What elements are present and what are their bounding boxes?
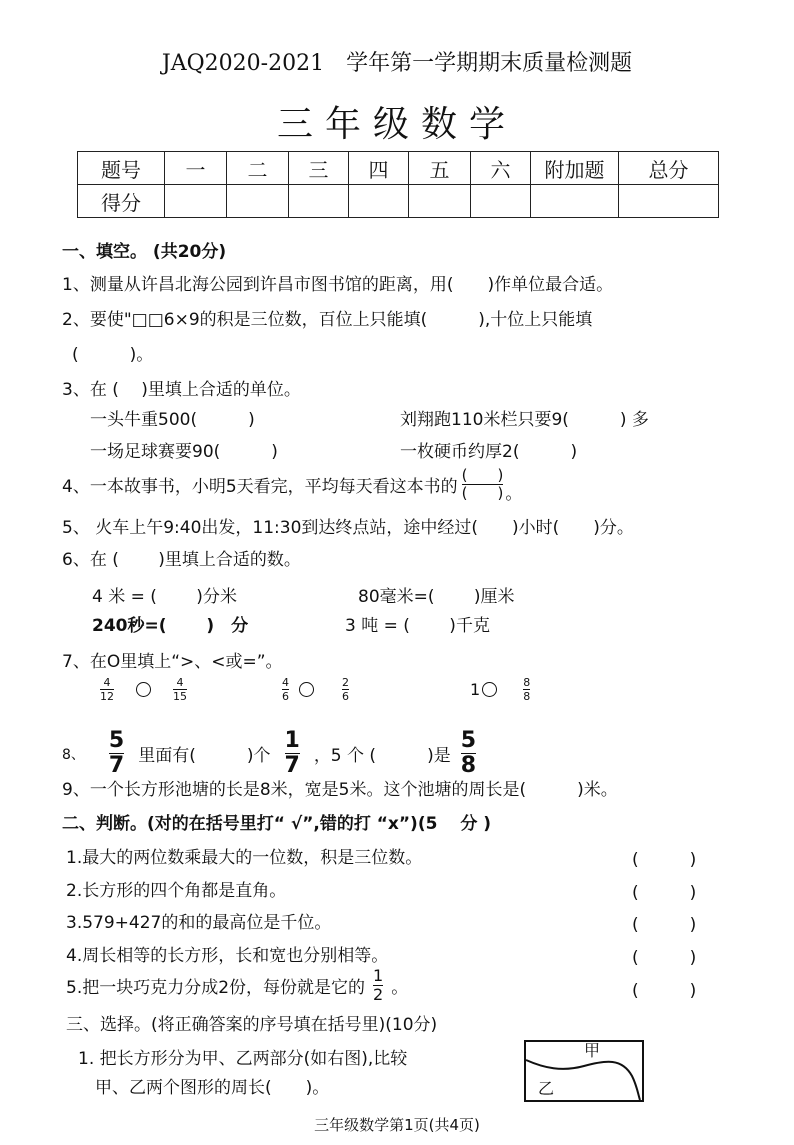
compare-circle-icon[interactable]	[136, 682, 151, 697]
table-cell: 得分	[78, 185, 165, 218]
question-1-2: 2、要使"□□6×9的积是三位数，百位上只能填( ),十位上只能填	[62, 310, 593, 330]
question-1-3a: 一头牛重500( )	[90, 410, 255, 430]
page-footer: 三年级数学第1页(共4页)	[314, 1116, 480, 1134]
fraction: $\frac{4}{15}$	[173, 676, 187, 703]
compare-circle-icon[interactable]	[299, 682, 314, 697]
compare-lead: 1	[470, 680, 481, 699]
fraction: $\frac{1}{7}$	[284, 728, 300, 778]
subject-title: 三年级数学	[276, 104, 517, 145]
figure-label-a: 甲	[584, 1041, 601, 1060]
judge-item-4: 4.周长相等的长方形，长和宽也分别相等。	[66, 946, 389, 966]
section3-heading: 三、选择。(将正确答案的序号填在括号里)(10分)	[66, 1015, 438, 1035]
rectangle-figure	[524, 1040, 646, 1104]
fraction: $\frac{1}{2}$	[373, 966, 384, 1004]
compare-item-3	[470, 677, 530, 702]
score-input-cell[interactable]	[409, 185, 471, 218]
score-input-cell[interactable]	[349, 185, 409, 218]
question-3-1-cont: 甲、乙两个图形的周长( )。	[95, 1078, 330, 1098]
fraction: $\frac{8}{8}$	[523, 676, 531, 703]
table-cell: 三	[289, 152, 349, 185]
question-1-9: 9、一个长方形池塘的长是8米，宽是5米。这个池塘的周长是( )米。	[62, 780, 618, 800]
question-end: 。	[505, 484, 523, 504]
question-text: ，5 个 ( )是	[313, 746, 451, 766]
fraction: $\frac{2}{6}$	[342, 676, 349, 703]
table-cell: 一	[165, 152, 227, 185]
table-cell: 二	[227, 152, 289, 185]
table-cell: 附加题	[531, 152, 619, 185]
judge-item-2: 2.长方形的四个角都是直角。	[66, 881, 287, 901]
fraction-denominator: ( )	[461, 484, 504, 502]
question-text: 里面有( )个	[138, 746, 271, 766]
question-1-3: 3、在 ( )里填上合适的单位。	[62, 380, 301, 400]
answer-blank[interactable]: ( )	[632, 981, 697, 1001]
judge-item-3: 3.579+427的和的最高位是千位。	[66, 913, 332, 933]
question-1-6: 6、在 ( )里填上合适的数。	[62, 550, 301, 570]
question-1-3d: 一枚硬币约厚2( )	[400, 442, 578, 462]
question-text: 4、一本故事书，小明5天看完，平均每天看这本书的	[62, 477, 458, 497]
question-1-6c: 240秒=( ) 分	[92, 616, 249, 636]
question-1-6b: 80毫米=( )厘米	[358, 587, 515, 607]
question-1-2-cont: ( )。	[72, 345, 154, 365]
question-1-3c: 一场足球赛要90( )	[90, 442, 278, 462]
fraction: $\frac{4}{12}$	[100, 676, 114, 703]
question-1-1: 1、测量从许昌北海公园到许昌市图书馆的距离，用( )作单位最合适。	[62, 275, 614, 295]
fraction-numerator: ( )	[461, 466, 504, 484]
figure-label-b: 乙	[538, 1079, 555, 1098]
judge-item-5	[66, 968, 408, 1003]
compare-circle-icon[interactable]	[482, 682, 497, 697]
table-cell: 五	[409, 152, 471, 185]
section2-heading: 二、判断。(对的在括号里打“ √”,错的打 “x”)(5 分 )	[62, 814, 492, 834]
score-table	[77, 151, 719, 218]
fraction	[462, 468, 504, 501]
question-number: 8、	[62, 746, 85, 763]
table-cell: 六	[471, 152, 531, 185]
answer-blank[interactable]: ( )	[632, 948, 697, 968]
table-cell: 总分	[619, 152, 719, 185]
question-1-6d: 3 吨 = ( )千克	[345, 616, 490, 636]
answer-blank[interactable]: ( )	[632, 915, 697, 935]
exam-title: JAQ2020-2021 学年第一学期期末质量检测题	[161, 51, 633, 76]
score-input-cell[interactable]	[289, 185, 349, 218]
score-input-cell[interactable]	[619, 185, 719, 218]
table-cell: 题号	[78, 152, 165, 185]
question-1-8	[62, 730, 476, 777]
fraction: $\frac{5}{7}$	[108, 728, 125, 778]
compare-item-2	[282, 677, 349, 702]
compare-item-1	[100, 677, 187, 702]
question-1-5: 5、 火车上午9:40出发，11:30到达终点站，途中经过( )小时( )分。	[62, 518, 634, 538]
score-table-score-row	[78, 185, 719, 218]
question-1-6a: 4 米 = ( )分米	[92, 587, 237, 607]
score-input-cell[interactable]	[227, 185, 289, 218]
score-input-cell[interactable]	[531, 185, 619, 218]
section1-heading: 一、填空。 (共20分)	[62, 242, 227, 262]
question-1-4	[62, 465, 522, 504]
question-end: 。	[391, 978, 409, 998]
answer-blank[interactable]: ( )	[632, 850, 697, 870]
question-text: 5.把一块巧克力分成2份，每份就是它的	[66, 978, 366, 998]
question-1-3b: 刘翔跑110米栏只要9( ) 多	[400, 410, 649, 430]
question-1-7: 7、在O里填上“>、<或=”。	[62, 652, 283, 672]
fraction: $\frac{4}{6}$	[282, 676, 289, 703]
score-input-cell[interactable]	[471, 185, 531, 218]
table-cell: 四	[349, 152, 409, 185]
fraction: $\frac{5}{8}$	[460, 728, 477, 778]
judge-item-1: 1.最大的两位数乘最大的一位数，积是三位数。	[66, 848, 423, 868]
question-3-1: 1. 把长方形分为甲、乙两部分(如右图),比较	[78, 1049, 408, 1069]
answer-blank[interactable]: ( )	[632, 883, 697, 903]
score-input-cell[interactable]	[165, 185, 227, 218]
score-table-header-row	[78, 152, 719, 185]
